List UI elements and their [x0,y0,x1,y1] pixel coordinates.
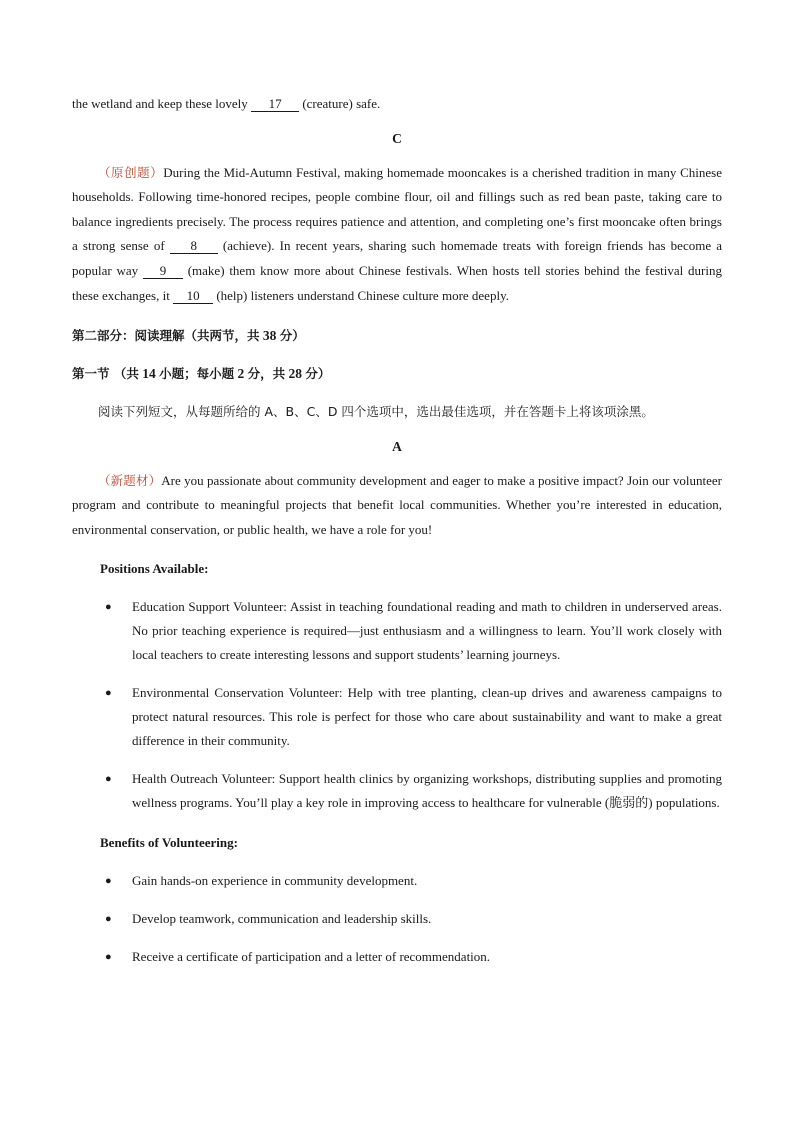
bullet-icon: ● [105,772,112,785]
text: Develop teamwork, communication and leadership skills. [132,910,432,926]
list-item [72,945,722,969]
text: During the Mid-Autumn Festival, making homemade mooncakes is a cherished tradition in many Chinese households. Following time-honored recipes, people combine flour, oil and fillings such as red bean paste, taking care to balance ingredients precisely. The process requires patience and attention, and completing one’s first mooncake often brings a strong sense of [72,164,722,254]
bullet-icon: ● [105,950,112,963]
passage-a-intro [72,469,722,543]
positions-heading: Positions Available: [100,560,209,576]
benefits-list [72,869,722,969]
text: 分） [305,366,331,382]
text: Are you passionate about community development and eager to make a positive impact? Join our volunteer program and contribute to meaningful projects that benefit local communities. Whether you’re interested in education, environmental conservation, or public health, we have a role for you! [72,472,722,537]
text: Environmental Conservation Volunteer: Help with tree planting, clean-up drives and awareness campaigns to protect natural resources. This role is perfect for those who care about sustainability and want to make a great difference in their community. [132,684,722,748]
bullet-icon: ● [105,686,112,699]
text: 第一节 （共 [72,366,139,382]
text: 28 [285,366,306,382]
blank-17[interactable]: 17 [251,97,299,112]
text: Receive a certificate of participation and a letter of recommendation. [132,948,491,964]
text: 分，共 [247,366,286,382]
passage-a-tag: （新题材） [98,472,162,488]
part2-heading [72,324,722,348]
bullet-icon: ● [105,874,112,887]
passage-c-tag: （原创题） [98,164,164,180]
list-item [72,869,722,893]
text: (achieve). In recent years, sharing such homemade treats with foreign friends has become a popular way [72,238,722,278]
section-c-label: C [392,130,402,146]
passage-b-tail [72,92,722,117]
text: (help) listeners understand Chinese culture more deeply. [213,287,509,303]
text: the wetland and keep these lovely [72,96,252,111]
text: 38 [259,328,280,344]
list-item [72,681,722,753]
text: 第二部分：阅读理解（共两节，共 [72,328,260,344]
text: Education Support Volunteer: Assist in teaching foundational reading and math to children in underserved areas. No prior teaching experience is required—just enthusiasm and a willingness to learn. You’ll work closely with local teachers to create interesting lessons and support students’ learning journeys. [132,598,722,662]
section1-heading [72,362,722,386]
blank-8[interactable]: 8 [170,239,218,254]
benefits-heading: Benefits of Volunteering: [100,834,238,850]
blank-9[interactable]: 9 [143,264,183,279]
list-item [72,907,722,931]
text: (make) them know more about Chinese festivals. When hosts tell stories behind the festival during these exchanges, it [72,262,722,303]
text: Gain hands-on experience in community development. [132,872,418,888]
positions-list [72,595,722,815]
text: (creature) safe. [299,96,381,111]
text: 2 [234,366,248,382]
text: Health Outreach Volunteer: Support health clinics by organizing workshops, distributing supplies and promoting wellness programs. You’ll play a key role in improving access to healthcare for vulnerable (脆弱的) populations. [132,770,722,810]
instructions: 阅读下列短文，从每题所给的 A、B、C、D 四个选项中，选出最佳选项，并在答题卡上将该项涂黑。 [98,404,654,420]
list-item [72,767,722,815]
passage-c [72,161,722,309]
section-a-label: A [392,438,402,454]
text: 小题；每小题 [159,366,235,382]
bullet-icon: ● [105,912,112,925]
list-item [72,595,722,667]
text: 分） [279,328,305,344]
text: 14 [138,366,160,382]
blank-10[interactable]: 10 [173,289,213,304]
bullet-icon: ● [105,600,112,613]
